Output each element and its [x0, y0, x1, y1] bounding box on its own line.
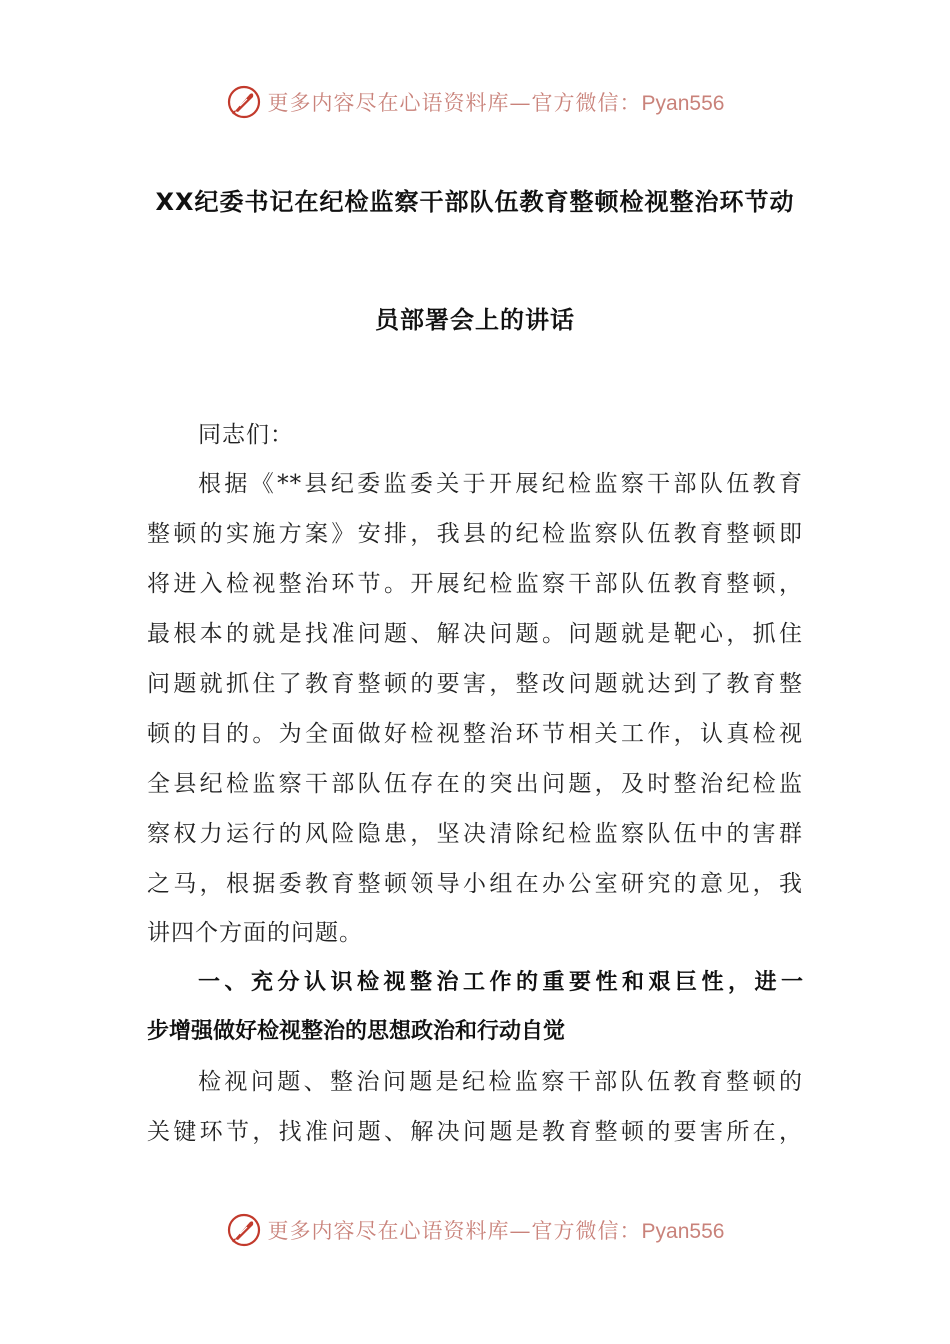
watermark-text: 更多内容尽在心语资料库—官方微信：Pyan556: [267, 91, 725, 115]
salutation: 同志们：: [198, 422, 294, 448]
section-heading-line: 一、充分认识检视整治工作的重要性和艰巨性，进一: [198, 970, 803, 995]
footer-watermark: [0, 1208, 950, 1252]
paragraph-line: 根据《**县纪委监委关于开展纪检监察干部队伍教育: [198, 471, 803, 497]
watermark-text: 更多内容尽在心语资料库—官方微信：Pyan556: [267, 1219, 725, 1243]
pen-feather-logo-icon: [226, 1212, 262, 1248]
paragraph-line: 讲四个方面的问题。: [147, 920, 363, 946]
document-title-line-2: 员部署会上的讲话: [375, 306, 575, 334]
watermark-wechat-id: Pyan556: [641, 92, 725, 115]
document-title-line-1: XX纪委书记在纪检监察干部队伍教育整顿检视整治环节动: [155, 188, 795, 216]
watermark-wechat-id: Pyan556: [641, 1220, 725, 1243]
header-watermark: [0, 80, 950, 124]
paragraph-line: 关键环节，找准问题、解决问题是教育整顿的要害所在，: [147, 1119, 803, 1145]
paragraph-line: 整顿的实施方案》安排，我县的纪检监察队伍教育整顿即: [147, 521, 803, 547]
paragraph-line: 全县纪检监察干部队伍存在的突出问题，及时整治纪检监: [147, 771, 803, 797]
paragraph-line: 之马，根据委教育整顿领导小组在办公室研究的意见，我: [147, 871, 803, 897]
paragraph-line: 将进入检视整治环节。开展纪检监察干部队伍教育整顿，: [147, 571, 803, 597]
pen-feather-logo-icon: [226, 84, 262, 120]
paragraph-line: 问题就抓住了教育整顿的要害，整改问题就达到了教育整: [147, 671, 803, 697]
paragraph-line: 顿的目的。为全面做好检视整治环节相关工作，认真检视: [147, 721, 803, 747]
paragraph-line: 察权力运行的风险隐患，坚决清除纪检监察队伍中的害群: [147, 821, 803, 847]
section-heading-line: 步增强做好检视整治的思想政治和行动自觉: [147, 1019, 566, 1044]
paragraph-line: 最根本的就是找准问题、解决问题。问题就是靶心，抓住: [147, 621, 803, 647]
paragraph-line: 检视问题、整治问题是纪检监察干部队伍教育整顿的: [198, 1069, 803, 1095]
